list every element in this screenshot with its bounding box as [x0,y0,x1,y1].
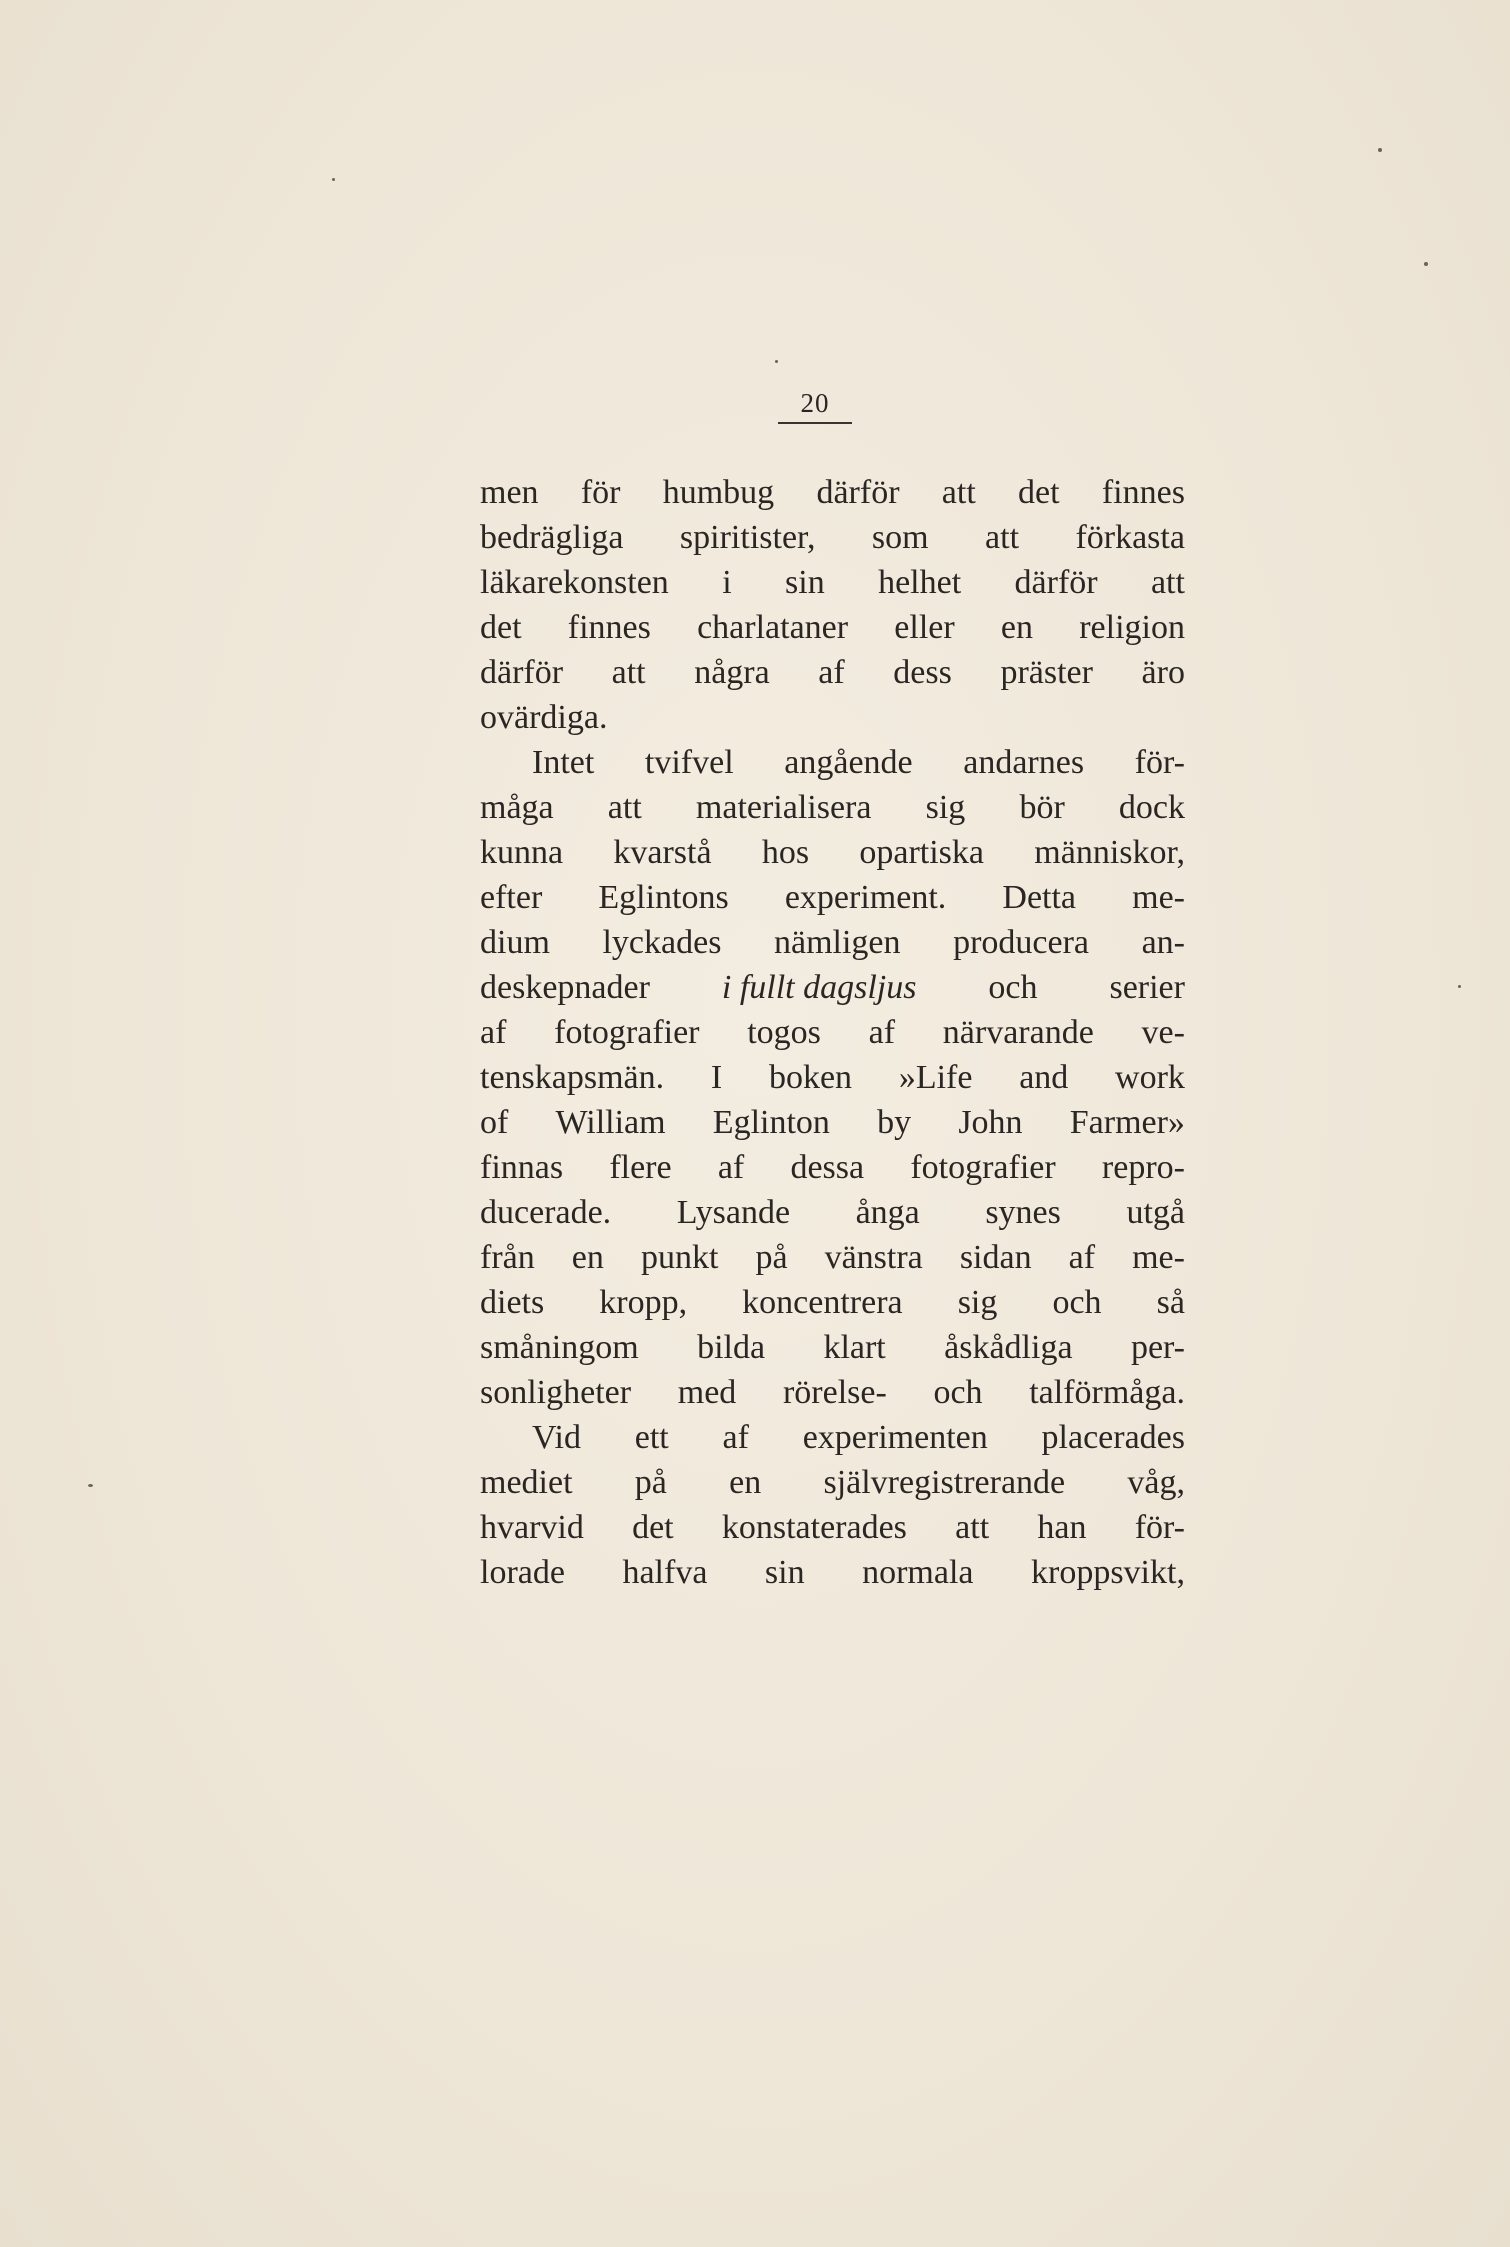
word: sin [785,564,825,601]
word: småningom [480,1329,639,1366]
word: men [480,474,539,511]
word: och [988,969,1038,1006]
word: angående [784,744,913,781]
word: of [480,1104,509,1141]
word: att [955,1509,990,1546]
word: an- [1141,924,1185,961]
word: me- [1132,879,1185,916]
text-line [480,1190,1185,1235]
text-line [480,1325,1185,1370]
word: charlataner [697,609,849,646]
paper-speck [775,360,778,363]
word: utgå [1126,1194,1185,1231]
word: att [985,519,1020,556]
word: det [1018,474,1060,511]
word: våg, [1127,1464,1185,1501]
word: sin [764,1554,805,1591]
word: rörelse- [782,1374,887,1411]
word: flere [609,1149,672,1186]
text-line [480,875,1185,920]
word: Detta [1002,879,1077,916]
word: punkt [640,1239,719,1276]
word: konstaterades [721,1509,907,1546]
word: me- [1132,1239,1185,1276]
word: kropp, [599,1284,688,1321]
text-line [480,695,1185,740]
text-line [480,1460,1185,1505]
word: ducerade. [480,1194,612,1231]
word: vänstra [824,1239,923,1276]
word: by [877,1104,912,1141]
word: experimenten [802,1419,988,1456]
word: ve- [1141,1014,1185,1051]
paper-speck [1458,985,1461,988]
word: normala [862,1554,974,1591]
word: finnes [567,609,651,646]
word: nämligen [773,924,901,961]
text-line [480,965,1185,1010]
word: och [1052,1284,1102,1321]
word: det [632,1509,674,1546]
text-line [480,1415,1185,1460]
word: en [729,1464,762,1501]
word: John [958,1104,1023,1141]
word: i [722,564,732,601]
word: sig [925,789,966,826]
word: halfva [622,1554,708,1591]
word: lyckades [602,924,722,961]
word: andarnes [963,744,1085,781]
text-line [480,560,1185,605]
word: sonligheter [480,1374,632,1411]
word: finnes [1101,474,1185,511]
word: att [611,654,646,691]
word: koncentrera [742,1284,903,1321]
word: därför [816,474,900,511]
text-line [480,1550,1185,1595]
word: självregistrerande [823,1464,1066,1501]
word: materialisera [695,789,872,826]
word: opartiska [859,834,984,871]
word: work [1115,1059,1185,1096]
word: förkasta [1075,519,1185,556]
word: läkarekonsten [480,564,669,601]
text-line [480,1055,1185,1100]
word: kvarstå [613,834,712,871]
word: människor, [1034,834,1185,871]
page-number-rule [778,422,852,424]
word: repro- [1101,1149,1185,1186]
text-line [480,515,1185,560]
word: att [1150,564,1185,601]
word: det [480,609,522,646]
word: mediet [480,1464,573,1501]
word: dessa [790,1149,865,1186]
word: humbug [662,474,775,511]
word: af [722,1419,749,1456]
word: and [1019,1059,1069,1096]
word: ett [634,1419,669,1456]
word: experiment. [784,879,947,916]
word: kroppsvikt, [1031,1554,1185,1591]
word: helhet [878,564,962,601]
page-number-header [760,388,870,424]
paper-speck [1378,148,1382,152]
text-line [480,1505,1185,1550]
word: en [571,1239,604,1276]
word: med [677,1374,737,1411]
word: talförmåga. [1029,1374,1185,1411]
word: på [755,1239,788,1276]
text-line [480,1145,1185,1190]
word: finnas [480,1149,564,1186]
word: dock [1118,789,1185,826]
word: måga [480,789,554,826]
word: spiritister, [679,519,816,556]
word: därför [1014,564,1098,601]
word: sidan [959,1239,1032,1276]
text-line [480,920,1185,965]
word: serier [1109,969,1185,1006]
word: att [941,474,976,511]
word: dium [480,924,550,961]
text-line [480,1280,1185,1325]
word: sig [957,1284,998,1321]
word: af [717,1149,745,1186]
word: att [607,789,642,826]
word: äro [1141,654,1185,691]
word: klart [823,1329,886,1366]
word: placerades [1041,1419,1185,1456]
word: för- [1134,744,1185,781]
word: lorade [480,1554,565,1591]
word: boken [768,1059,853,1096]
word: bilda [697,1329,766,1366]
word: synes [985,1194,1061,1231]
text-line [480,785,1185,830]
word: Lysande [676,1194,791,1231]
word: af [480,1014,507,1051]
word: af [868,1014,896,1051]
word: Farmer» [1069,1104,1185,1141]
page-number: 20 [800,388,830,418]
word: för- [1134,1509,1185,1546]
word: därför [480,654,564,691]
text-line [480,650,1185,695]
word: I [710,1059,723,1096]
word: en [1000,609,1034,646]
text-line [480,1235,1185,1280]
body-text [480,470,1185,1595]
word: deskepnader [480,969,650,1006]
word: producera [953,924,1089,961]
word: fotografier [554,1014,700,1051]
word: som [871,519,929,556]
word: per- [1130,1329,1185,1366]
paper-speck [88,1484,93,1487]
word: så [1156,1284,1185,1321]
word: på [634,1464,667,1501]
word: några [694,654,770,691]
word: tenskapsmän. [480,1059,665,1096]
text-line [480,605,1185,650]
word: ånga [855,1194,920,1231]
text-line [480,470,1185,515]
word: fotografier [910,1149,1056,1186]
word: kunna [480,834,564,871]
word: från [480,1239,535,1276]
word: Vid [532,1419,581,1456]
word: hos [761,834,810,871]
word: efter [480,879,543,916]
italic-phrase: i fullt dagsljus [721,969,917,1006]
word: togos [747,1014,821,1051]
word: dess [893,654,952,691]
paper-speck [332,178,335,181]
word: präster [1000,654,1093,691]
word: Eglinton [712,1104,830,1141]
word: bör [1019,789,1065,826]
word: Eglintons [598,879,729,916]
text-line [480,1370,1185,1415]
word: diets [480,1284,545,1321]
word: åskådliga [944,1329,1073,1366]
word: »Life [898,1059,973,1096]
paper-speck [1424,262,1428,266]
word: bedrägliga [480,519,624,556]
word: ovärdiga. [480,699,608,736]
word: närvarande [942,1014,1094,1051]
word: hvarvid [480,1509,584,1546]
word: eller [894,609,955,646]
word: af [1068,1239,1096,1276]
word: Intet [532,744,595,781]
word: han [1037,1509,1087,1546]
text-line [480,830,1185,875]
word: William [555,1104,666,1141]
text-line [480,740,1185,785]
word: religion [1079,609,1185,646]
word: och [933,1374,983,1411]
word: tvifvel [644,744,734,781]
text-line [480,1100,1185,1145]
text-line [480,1010,1185,1055]
word: af [818,654,845,691]
word: för [580,474,621,511]
